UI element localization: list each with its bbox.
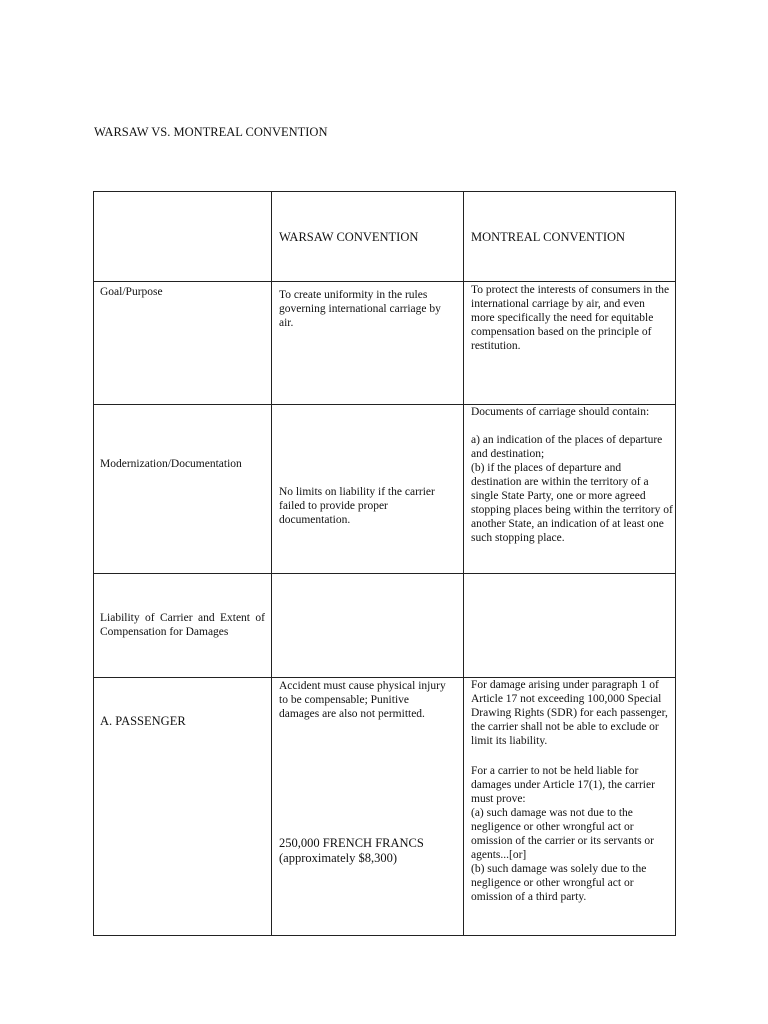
- table-row: [94, 574, 676, 678]
- header-warsaw: WARSAW CONVENTION: [279, 230, 419, 244]
- row-label-cell: [94, 282, 272, 405]
- row-label-cell: [94, 574, 272, 678]
- warsaw-cell: [272, 405, 464, 574]
- header-cell-blank: [94, 192, 272, 282]
- montreal-cell: [464, 678, 676, 936]
- table-row: [94, 678, 676, 936]
- row-label-modernization: Modernization/Documentation: [100, 458, 242, 470]
- warsaw-cell: [272, 574, 464, 678]
- warsaw-passenger-limit: 250,000 FRENCH FRANCS (approximately $8,300): [279, 836, 424, 865]
- montreal-documentation-text: Documents of carriage should contain: a) an indication of the places of departure and destination; (b) if the places of departure and destination are within the territory of a single State Party, one or more agreed stopping places being within the territory of another State, an indication of at least one such stopping place.: [471, 406, 673, 544]
- header-montreal: MONTREAL CONVENTION: [471, 230, 626, 244]
- document-title: WARSAW VS. MONTREAL CONVENTION: [94, 125, 328, 139]
- comparison-table: [93, 191, 676, 936]
- montreal-passenger-text: For damage arising under paragraph 1 of Article 17 not exceeding 100,000 Special Drawing Rights (SDR) for each passenger, the carrier shall not be able to exclude or limit its liability.: [471, 679, 668, 747]
- montreal-passenger-defense: For a carrier to not be held liable for damages under Article 17(1), the carrier must prove: (a) such damage was not due to the negligence or other wrongful act or omission of the carrier or its servants or agents...[or] (b) such damage was solely due to the negligence or other wrongful act or omission of a third party.: [471, 765, 655, 903]
- row-label-goal: Goal/Purpose: [100, 286, 163, 298]
- warsaw-passenger-text: Accident must cause physical injury to be compensable; Punitive damages are also not permitted.: [279, 680, 446, 720]
- warsaw-goal-text: To create uniformity in the rules governing international carriage by air.: [279, 289, 441, 329]
- montreal-cell: [464, 574, 676, 678]
- row-label-cell: [94, 678, 272, 936]
- header-cell-warsaw: [272, 192, 464, 282]
- table-header-row: [94, 192, 676, 282]
- montreal-cell: [464, 282, 676, 405]
- warsaw-documentation-text: No limits on liability if the carrier failed to provide proper documentation.: [279, 486, 435, 526]
- table-row: [94, 405, 676, 574]
- warsaw-cell: [272, 282, 464, 405]
- montreal-cell: [464, 405, 676, 574]
- warsaw-cell: [272, 678, 464, 936]
- table-row: [94, 282, 676, 405]
- row-label-passenger: A. PASSENGER: [100, 714, 186, 728]
- row-label-liability: Liability of Carrier and Extent of Compensation for Damages: [100, 612, 265, 638]
- header-cell-montreal: [464, 192, 676, 282]
- row-label-cell: [94, 405, 272, 574]
- montreal-goal-text: To protect the interests of consumers in the international carriage by air, and even more specifically the need for equitable compensation based on the principle of restitution.: [471, 284, 670, 352]
